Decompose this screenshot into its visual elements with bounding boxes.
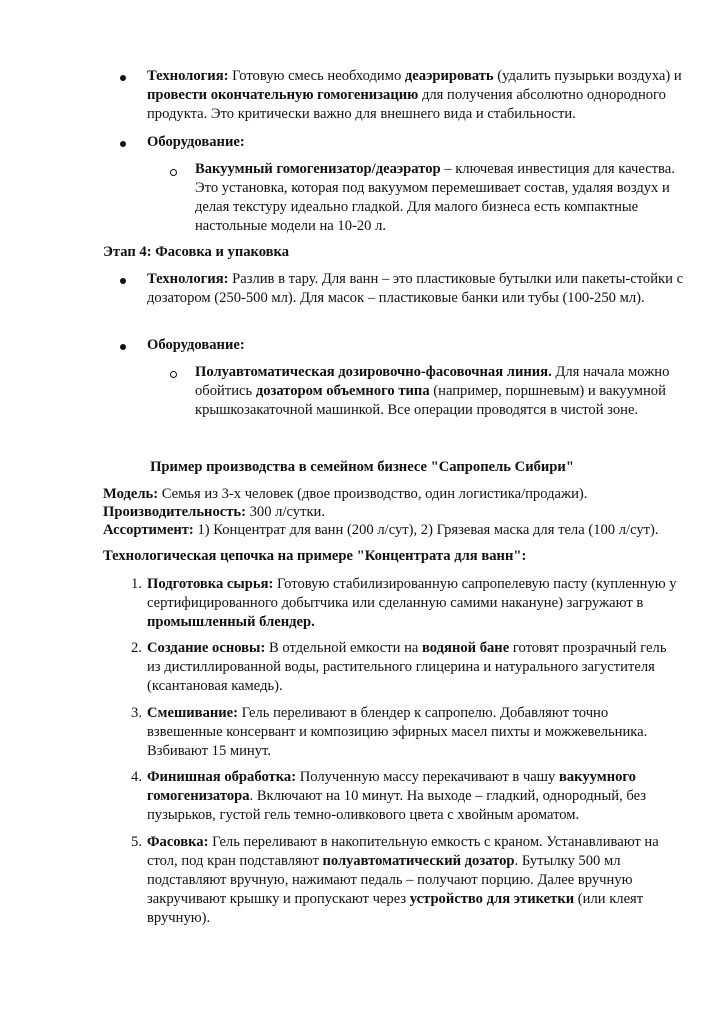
model-text: Семья из 3-х человек (двое производство, один логистика/продажи). bbox=[158, 486, 588, 502]
tech-label: Технология: bbox=[147, 271, 229, 287]
text-run: . Включают на 10 минут. На выходе – гладкий, однородный, без пузырьков, густой гель темно-оливкового цвета с хвойным ароматом. bbox=[147, 788, 647, 823]
text-run: готовят прозрачный гель из дистиллированной воды, растительного глицерина и натурального загустителя (ксантановая камедь). bbox=[147, 640, 667, 694]
bullet-dot-icon bbox=[120, 344, 126, 350]
bold-run: водяной бане bbox=[422, 640, 510, 656]
step-item bbox=[147, 575, 682, 632]
equipment-label-text: Оборудование: bbox=[147, 134, 245, 150]
chain-heading-text: Технологическая цепочка на примере "Концентрата для ванн": bbox=[103, 548, 527, 564]
stage4-heading-text: Этап 4: Фасовка и упаковка bbox=[103, 244, 290, 260]
bold-run: полуавтоматический дозатор bbox=[322, 853, 515, 869]
step-item bbox=[147, 768, 682, 825]
text-run: Полученную массу перекачивают в чашу bbox=[296, 769, 559, 785]
text-run: (например, поршневым) и вакуумной крышкозакаточной машинкой. Все операции проводятся в чистой зоне. bbox=[195, 383, 666, 418]
text-run: Гель переливают в накопительную емкость с краном. Устанавливают на стол, под кран подставляют bbox=[147, 834, 659, 869]
text-run: – ключевая инвестиция для качества. Это установка, которая под вакуумом перемешивает состав, удаляя воздух и делая текстуру идеально гладкой. Для малого бизнеса есть компактные настольные модели на 10-20 л. bbox=[195, 161, 675, 234]
stage4-tech-paragraph bbox=[147, 270, 687, 308]
stage4-heading bbox=[103, 243, 289, 262]
bold-run: дозатором объемного типа bbox=[255, 383, 430, 399]
bold-run: устройство для этикетки bbox=[409, 891, 575, 907]
text-run: Готовую смесь необходимо bbox=[228, 68, 405, 84]
step-number: 1. bbox=[131, 576, 142, 592]
step-label: Подготовка сырья: bbox=[147, 576, 274, 592]
text-run: В отдельной емкости на bbox=[265, 640, 423, 656]
equipment-label-text: Оборудование: bbox=[147, 337, 245, 353]
example-productivity bbox=[103, 503, 693, 522]
step-number: 2. bbox=[131, 640, 142, 656]
example-title bbox=[0, 458, 724, 477]
text-run: . Бутылку 500 мл подставляют вручную, нажимают педаль – получают порцию. Далее вручную закручивают крышку и пропускают через bbox=[147, 853, 633, 907]
text-run: (удалить пузырьки воздуха) и bbox=[493, 68, 682, 84]
step-item bbox=[147, 833, 682, 928]
stage4-equipment-label bbox=[147, 336, 245, 355]
example-assortment bbox=[103, 521, 703, 540]
bold-run: Вакуумный гомогенизатор/деаэратор bbox=[195, 161, 441, 177]
step-number: 4. bbox=[131, 769, 142, 785]
assortment-label: Ассортимент: bbox=[103, 522, 194, 538]
step-number: 5. bbox=[131, 834, 142, 850]
text-run: (или клеят вручную). bbox=[147, 891, 644, 926]
text-run: Гель переливают в блендер к сапропелю. Добавляют точно взвешенные консервант и композицию эфирных масел пихты и можжевельника. Взбивают 15 минут. bbox=[147, 705, 648, 759]
equipment-item bbox=[195, 160, 675, 236]
tech-paragraph bbox=[147, 67, 692, 124]
text-run: для получения абсолютно однородного продукта. Это критически важно для внешнего вида и стабильности. bbox=[147, 87, 666, 122]
stage4-equipment-item bbox=[195, 363, 685, 420]
bold-run: провести окончательную гомогенизацию bbox=[147, 87, 419, 103]
step-label: Фасовка: bbox=[147, 834, 209, 850]
step-item bbox=[147, 704, 682, 761]
model-label: Модель: bbox=[103, 486, 159, 502]
step-label: Финишная обработка: bbox=[147, 769, 297, 785]
bullet-circle-icon bbox=[170, 169, 177, 176]
bullet-dot-icon bbox=[120, 278, 126, 284]
bullet-circle-icon bbox=[170, 371, 177, 378]
productivity-label: Производительность: bbox=[103, 504, 246, 520]
step-label: Создание основы: bbox=[147, 640, 266, 656]
bold-run: Полуавтоматическая дозировочно-фасовочная линия. bbox=[195, 364, 552, 380]
example-title-text: Пример производства в семейном бизнесе "Сапропель Сибири" bbox=[150, 459, 574, 475]
step-number: 3. bbox=[131, 705, 142, 721]
text-run: Разлив в тару. Для ванн – это пластиковые бутылки или пакеты-стойки с дозатором (250-500 мл). Для масок – пластиковые банки или тубы (100-250 мл). bbox=[147, 271, 684, 306]
bold-run: промышленный блендер. bbox=[147, 614, 315, 630]
text-run: Для начала можно обойтись bbox=[195, 364, 670, 399]
productivity-text: 300 л/сутки. bbox=[245, 504, 326, 520]
bold-run: вакуумного гомогенизатора bbox=[147, 769, 636, 804]
bold-run: деаэрировать bbox=[404, 68, 494, 84]
example-model bbox=[103, 485, 693, 504]
equipment-label bbox=[147, 133, 245, 152]
text-run: Готовую стабилизированную сапропелевую пасту (купленную у сертифицированного добытчика или сделанную самими накануне) загружают в bbox=[147, 576, 677, 611]
step-item bbox=[147, 639, 682, 696]
bullet-dot-icon bbox=[120, 141, 126, 147]
step-label: Смешивание: bbox=[147, 705, 239, 721]
bullet-dot-icon bbox=[120, 75, 126, 81]
assortment-text: 1) Концентрат для ванн (200 л/сут), 2) Грязевая маска для тела (100 л/сут). bbox=[193, 522, 659, 538]
chain-heading bbox=[103, 547, 526, 566]
tech-label: Технология: bbox=[147, 68, 229, 84]
